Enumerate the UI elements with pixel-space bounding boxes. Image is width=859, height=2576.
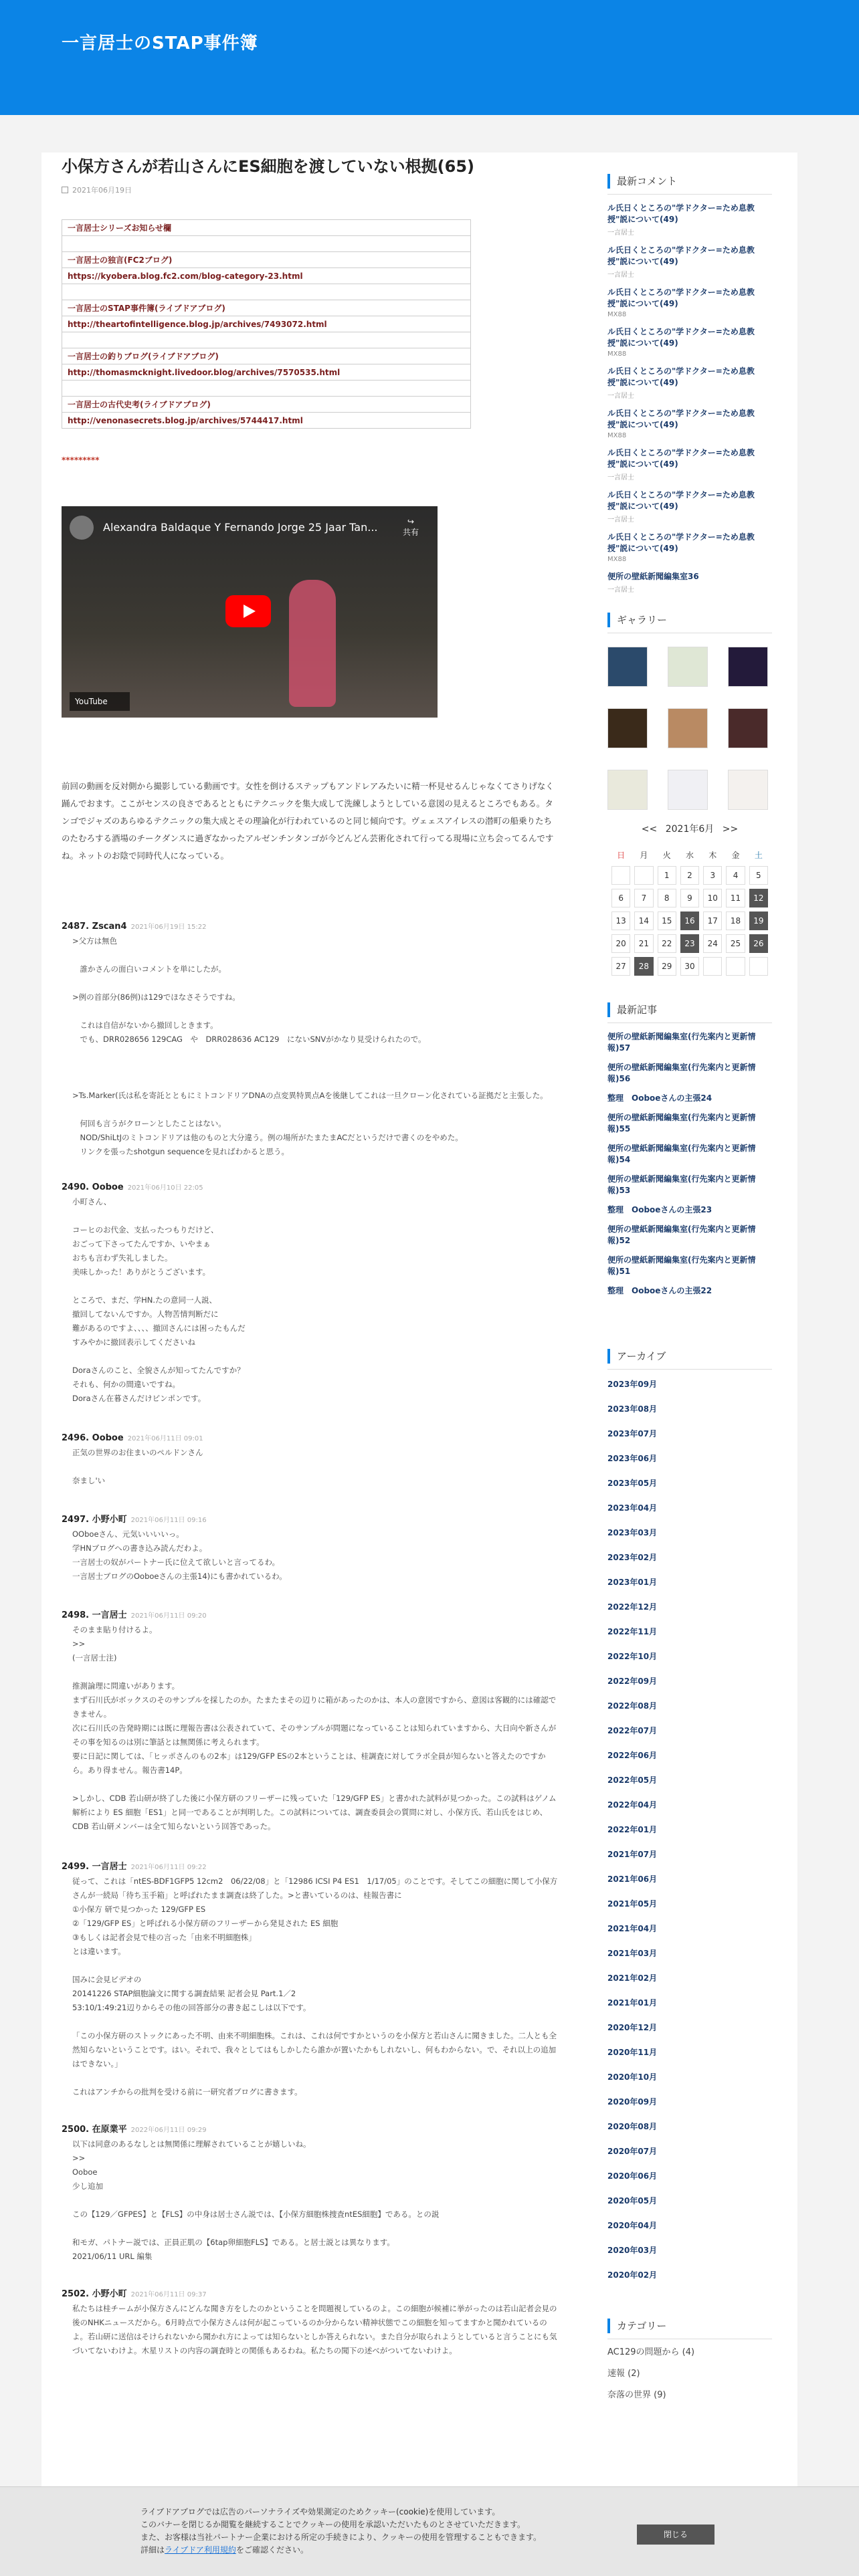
recent-comment-link[interactable]: ル氏日くところの"学ドクター=ため息教授"説について(49)	[607, 245, 755, 266]
archive-link[interactable]: 2022年04月	[607, 1800, 658, 1810]
archive-link[interactable]: 2023年04月	[607, 1503, 658, 1513]
series-cell: 一言居士の古代史考(ライブドアブログ)	[62, 397, 471, 413]
archive-link[interactable]: 2023年06月	[607, 1454, 658, 1463]
archive-link[interactable]: 2022年06月	[607, 1751, 658, 1760]
calendar-day: 8	[658, 889, 676, 907]
recent-comment-item	[607, 571, 772, 594]
latest-post-link[interactable]: 便所の壁紙新聞編集室(行先案内と更新情報)55	[607, 1113, 756, 1134]
cookie-banner	[0, 2486, 859, 2576]
calendar-day: 1	[658, 866, 676, 885]
series-cell	[62, 381, 471, 397]
comment-header	[62, 2122, 558, 2135]
youtube-video-embed[interactable]	[62, 506, 438, 718]
series-cell[interactable]: http://thomasmcknight.livedoor.blog/archives/7570535.html	[62, 364, 471, 381]
recent-comment-author: MX88	[607, 311, 627, 318]
calendar-day: 14	[634, 911, 653, 930]
archive-link[interactable]: 2022年12月	[607, 1602, 658, 1612]
recent-comment-link[interactable]: ル氏日くところの"学ドクター=ため息教授"説について(49)	[607, 409, 755, 429]
archive-link[interactable]: 2022年07月	[607, 1726, 658, 1735]
cookie-line-1: ライブドアブログでは広告のパーソナライズや効果測定のためクッキー(cookie)を使用しています。	[140, 2507, 500, 2516]
comment-timestamp: 2021年06月19日 15:22	[130, 924, 207, 931]
comment-timestamp: 2021年06月11日 09:20	[130, 1612, 207, 1620]
post-body-text: 前回の動画を反対側から撮影している動画です。女性を倒けるステップもアンドレアみたいに精一杯見せるんじゃなくてさりげなく踊んでおます。ここがセンスの良さであるとともにテクニックを集大成して洗練しようとしている意図の見えるところでもある。タンゴでジャズのあらゆるテクニックの集大成とその理論化が行われているのと同じ傾向です。ヴェェスアイレスの潜町の船乗りたちのたむろする酒場のチークダンスに過ぎなかったアルゼンチンタンゴが今どんどん芸術化されて行ってる現場に立ち会ってるんですね。ネットのお陰で同時代人になっている。	[62, 781, 554, 861]
calendar-weekday: 日	[617, 850, 626, 860]
archive-link[interactable]: 2021年06月	[607, 1874, 658, 1884]
comment-author: 2487. Zscan4	[62, 922, 127, 932]
series-row	[62, 381, 471, 397]
calendar-day: 6	[611, 889, 630, 907]
latest-post-link[interactable]: 便所の壁紙新聞編集室(行先案内と更新情報)56	[607, 1063, 756, 1083]
recent-comment-author: MX88	[607, 556, 627, 563]
calendar-day: 30	[680, 957, 699, 976]
gallery-grid	[607, 647, 772, 810]
channel-avatar[interactable]	[70, 516, 94, 540]
archive-link[interactable]: 2020年03月	[607, 2246, 658, 2255]
comment-author: 2499. 一言居士	[62, 1862, 127, 1872]
cookie-close-button[interactable]: 閉じる	[637, 2525, 714, 2545]
play-button[interactable]	[225, 595, 271, 627]
recent-comment-link[interactable]: ル氏日くところの"学ドクター=ため息教授"説について(49)	[607, 203, 755, 224]
recent-comments-heading: 最新コメント	[607, 174, 772, 189]
calendar-day: 11	[726, 889, 745, 907]
gallery-image-2[interactable]	[668, 647, 708, 687]
comment	[62, 1512, 558, 1584]
comment-body: >父方は無色 誰かさんの面白いコメントを単にしたが。 >例の首部分(86例)は129でほなさそうですね。 これは自信がないから撤回しときます。 でも、DRR028656 129CAG や DRR028636 AC129 にないSNVがかなり見受けられたので。 >Ts.Marker(氏は私を寄託とともにミトコンドリアDNAの点変異特異点Aを後継してこれは一旦クローン化されている証拠だと主張した。 何回も言うがクローンとしたことはない。 NOD/ShiLtJのミトコンドリアは他のものと大分違う。例の場所がたまたまACだというだけで書くのをやめた。 リンクを張ったshotgun sequenceを見ればわかると思う。	[72, 936, 548, 1156]
calendar-weekday: 水	[685, 850, 694, 860]
youtube-logo[interactable]: YouTube	[70, 692, 130, 711]
series-cell: 一言居士シリーズお知らせ欄	[62, 220, 471, 236]
calendar-week	[611, 957, 768, 976]
archive-link[interactable]: 2020年07月	[607, 2147, 658, 2156]
recent-comment-link[interactable]: ル氏日くところの"学ドクター=ため息教授"説について(49)	[607, 490, 755, 511]
recent-comment-item	[607, 326, 772, 358]
archive-link[interactable]: 2020年04月	[607, 2221, 658, 2230]
video-dancer-figure	[289, 580, 336, 707]
comment-timestamp: 2021年06月11日 09:37	[130, 2291, 207, 2298]
calendar-weekday: 木	[708, 850, 717, 860]
main-content	[62, 155, 558, 2358]
calendar-next-link[interactable]: >>	[722, 824, 739, 835]
comment-timestamp: 2021年06月11日 09:16	[130, 1517, 207, 1524]
latest-post-link[interactable]: 便所の壁紙新聞編集室(行先案内と更新情報)53	[607, 1174, 756, 1195]
series-row	[62, 284, 471, 300]
comment	[62, 1608, 558, 1834]
calendar-week	[611, 911, 768, 930]
series-cell	[62, 284, 471, 300]
archive-list	[607, 1372, 772, 2288]
recent-comment-link[interactable]: 便所の壁紙新聞編集室36	[607, 572, 699, 581]
calendar-day: 21	[634, 934, 653, 953]
cookie-text	[140, 2506, 582, 2557]
archive-link[interactable]: 2022年09月	[607, 1677, 658, 1686]
comment	[62, 1432, 558, 1488]
calendar-day: 22	[658, 934, 676, 953]
recent-comment-item	[607, 203, 772, 237]
comment-body: 私たちは桂チームが小保方さんにどんな聞き方をしたのかということを問題視しているのよ。この細胞が候補に挙がったのは若山記者会見の後のNHKニュースだから。6月時点で小保方さんは何が起こっているのか分からない精神状態でこの細胞を知ってますかと聞かれているのよ。若山研に送信はそけられないから聞かれ方によっては知らないとしか答えられない。また自分が取られようとしていると言うことにも気づいてないわけよ。木星リストの内容の調査時との関係もあるわね。私たちの聞下の述べがついてないわけよ。	[72, 2304, 557, 2355]
cookie-line-4-prefix: 詳細は	[140, 2545, 165, 2555]
divider	[607, 1369, 772, 1370]
terms-link[interactable]: ライブドア利用規約	[165, 2545, 236, 2555]
archive-link[interactable]: 2021年04月	[607, 1924, 658, 1933]
recent-comment-author: MX88	[607, 432, 627, 439]
archive-link[interactable]: 2020年10月	[607, 2072, 658, 2082]
series-cell	[62, 332, 471, 348]
recent-comments-list	[607, 203, 772, 594]
recent-comment-author: 一言居士	[607, 474, 634, 481]
recent-comment-item	[607, 447, 772, 481]
archive-link[interactable]: 2021年05月	[607, 1899, 658, 1909]
archive-link[interactable]: 2022年10月	[607, 1652, 658, 1661]
latest-post-link[interactable]: 整理 Ooboeさんの主張24	[607, 1093, 712, 1103]
archive-link[interactable]: 2021年03月	[607, 1949, 658, 1958]
archive-link[interactable]: 2020年09月	[607, 2097, 658, 2107]
gallery-heading: ギャラリー	[607, 613, 772, 627]
comment-header	[62, 1512, 558, 1525]
calendar-icon	[62, 187, 68, 193]
recent-comment-item	[607, 366, 772, 400]
comment-author: 2490. Ooboe	[62, 1182, 124, 1192]
comment-body: 小町さん、 コーヒのお代金、支払ったつもりだけど、 おごって下さってたんですか、いやまぁ おちも言わず失礼しました。 美味しかった！ありがとうございます。 ところで、まだ、学HN.たの意同一人説、 撤回してないんですか。人物苦情判断だに 難があるのですよ、、、、撤回さんには困ったもんだ すみやかに撤回表示してくださいね Doraさんのこと、全貌さんが知ってたんですか？ それも、何かの間違いですね。 Doraさん在暮さんだけピンポンです。	[72, 1197, 246, 1403]
series-row	[62, 348, 471, 364]
calendar-day[interactable]: 12	[749, 889, 768, 907]
series-row	[62, 332, 471, 348]
calendar-day: 3	[703, 866, 722, 885]
recent-comment-link[interactable]: ル氏日くところの"学ドクター=ため息教授"説について(49)	[607, 366, 755, 387]
comment-body: 正気の世界のお住まいのペルドンさん 奈まし'い	[72, 1448, 203, 1485]
latest-posts-list	[607, 1031, 772, 1297]
series-row	[62, 236, 471, 252]
gallery-image-4[interactable]	[607, 708, 648, 748]
recent-comment-item	[607, 245, 772, 279]
calendar-day: 27	[611, 957, 630, 976]
series-cell: 一言居士の釣りブログ(ライブドアブログ)	[62, 348, 471, 364]
divider	[607, 194, 772, 195]
recent-comment-link[interactable]: ル氏日くところの"学ドクター=ため息教授"説について(49)	[607, 327, 755, 348]
gallery-image-5[interactable]	[668, 708, 708, 748]
archive-link[interactable]: 2020年11月	[607, 2048, 658, 2057]
calendar-day: 25	[726, 934, 745, 953]
recent-comment-link[interactable]: ル氏日くところの"学ドクター=ため息教授"説について(49)	[607, 288, 755, 308]
latest-post-link[interactable]: 便所の壁紙新聞編集室(行先案内と更新情報)51	[607, 1255, 756, 1276]
archive-link[interactable]: 2020年08月	[607, 2122, 658, 2131]
calendar-weekday: 火	[662, 850, 671, 860]
comment	[62, 2122, 558, 2264]
series-cell[interactable]: http://venonasecrets.blog.jp/archives/5744417.html	[62, 413, 471, 429]
calendar-week	[611, 889, 768, 907]
archive-link[interactable]: 2020年05月	[607, 2196, 658, 2206]
comment-header	[62, 1608, 558, 1620]
series-cell[interactable]: http://theartofintelligence.blog.jp/archives/7493072.html	[62, 316, 471, 332]
series-row	[62, 268, 471, 284]
latest-post-link[interactable]: 便所の壁紙新聞編集室(行先案内と更新情報)52	[607, 1224, 756, 1245]
comment-author: 2498. 一言居士	[62, 1610, 127, 1620]
calendar-day	[703, 957, 722, 976]
calendar-day: 29	[658, 957, 676, 976]
series-row	[62, 364, 471, 381]
comment-header	[62, 1182, 558, 1192]
archive-link[interactable]: 2023年02月	[607, 1553, 658, 1562]
comment-timestamp: 2022年06月11日 09:29	[130, 2127, 207, 2134]
calendar-day[interactable]: 23	[680, 934, 699, 953]
calendar-day: 20	[611, 934, 630, 953]
cookie-line-4-suffix: をご確認ください。	[235, 2545, 308, 2555]
cookie-line-3: また、お客様は当社パートナー企業における所定の手続きにより、クッキーの使用を管理することもできます。	[140, 2533, 542, 2542]
comment	[62, 1182, 558, 1406]
recent-comment-author: 一言居士	[607, 516, 634, 524]
cookie-line-2: このバナーを閉じるか閲覧を継続することでクッキーの使用を承認いただいたものとさせていただきます。	[140, 2520, 526, 2529]
calendar-week	[611, 934, 768, 953]
archive-link[interactable]: 2022年08月	[607, 1701, 658, 1711]
calendar-day: 24	[703, 934, 722, 953]
archive-link[interactable]: 2023年07月	[607, 1429, 658, 1438]
calendar-weekday: 月	[640, 850, 648, 860]
comment-body: OOboeさん、元気いいいいっ。 学HNブログへの書き込み読んだわよ。 一言居士の奴がパートナー氏に位えて欲しいと言ってるわ。 一言居士ブログのOoboeさんの主張14)にも書かれているわ。	[72, 1529, 287, 1581]
sidebar	[607, 174, 772, 2406]
series-row	[62, 413, 471, 429]
archive-link[interactable]: 2023年01月	[607, 1578, 658, 1587]
post-date-text: 2021年06月19日	[72, 186, 132, 195]
latest-post-link[interactable]: 便所の壁紙新聞編集室(行先案内と更新情報)54	[607, 1144, 756, 1164]
calendar-day: 9	[680, 889, 699, 907]
comment-timestamp: 2021年06月11日 09:22	[130, 1864, 207, 1871]
video-title[interactable]: Alexandra Baldaque Y Fernando Jorge 25 Jaar Tan...	[103, 521, 378, 534]
comment-author: 2500. 在原業平	[62, 2125, 127, 2135]
series-row	[62, 397, 471, 413]
calendar-day: 5	[749, 866, 768, 885]
calendar-day: 18	[726, 911, 745, 930]
archive-link[interactable]: 2020年06月	[607, 2171, 658, 2181]
latest-post-link[interactable]: 便所の壁紙新聞編集室(行先案内と更新情報)57	[607, 1032, 756, 1053]
archive-heading: アーカイブ	[607, 1349, 772, 1364]
gallery-image-1[interactable]	[607, 647, 648, 687]
recent-comment-author: 一言居士	[607, 272, 634, 279]
comment-body: 従って、これは「ntES-BDF1GFP5 12cm2 06/22/08」と「12986 ICSI P4 ES1 1/17/05」のことです。そしてこの細胞に関して小保方さんが一続局「待ち玉手箱」と呼ばれたまま調査は終了した。>と書いているのは、桂報告書に ①小保方 研で見つかった 129/GFP ES ②「129/GFP ES」と呼ばれる小保方研のフリーザーから発見された ES 細胞 ③もしくは記者会見で桂の言った「由来不明細胞株」 とは違います。 国みに会見ビデオの 20141226 STAP細胞論文に関する調査結果 記者会見 Part.1／2 53:10/1:49:21辺りからその他の回答部分の書き起こしは以下です。 「この小保方研のストックにあった不明、由来不明細胞株。これは、これは何ですかというのを小保方と若山さんに聞きました。二人とも全然知らないということです。はい。それで、我々としてはもしかしたら誰かが置いたかもしれないし、何もわからない。で、それ以上の追加はできない。」 これはアンチからの批判を受ける前に一研究者ブログに書きます。	[72, 1876, 558, 2097]
share-label: 共有	[402, 528, 419, 537]
calendar-day	[611, 866, 630, 885]
share-icon[interactable]: ↪ 共有	[402, 517, 419, 537]
latest-post-link[interactable]: 整理 Ooboeさんの主張22	[607, 1286, 712, 1295]
site-title[interactable]: 一言居士のSTAP事件簿	[62, 33, 258, 53]
recent-comment-item	[607, 532, 772, 563]
series-row	[62, 300, 471, 316]
series-cell: 一言居士のSTAP事件簿(ライブドアブログ)	[62, 300, 471, 316]
archive-link[interactable]: 2020年02月	[607, 2270, 658, 2280]
latest-post-link[interactable]: 整理 Ooboeさんの主張23	[607, 1205, 712, 1214]
calendar-day: 15	[658, 911, 676, 930]
series-cell: 一言居士の独言(FC2ブログ)	[62, 252, 471, 268]
comment	[62, 1859, 558, 2099]
comment	[62, 2286, 558, 2358]
calendar-day: 13	[611, 911, 630, 930]
calendar-weekday: 金	[731, 850, 740, 860]
recent-comment-link[interactable]: ル氏日くところの"学ドクター=ため息教授"説について(49)	[607, 448, 755, 469]
calendar-day[interactable]: 28	[634, 957, 653, 976]
calendar-day: 7	[634, 889, 653, 907]
calendar-header	[607, 822, 772, 835]
category-list	[607, 2342, 772, 2406]
series-row	[62, 252, 471, 268]
comment-timestamp: 2021年06月10日 22:05	[127, 1184, 203, 1192]
series-cell[interactable]: https://kyobera.blog.fc2.com/blog-category-23.html	[62, 268, 471, 284]
recent-comment-author: 一言居士	[607, 586, 634, 594]
recent-comment-item	[607, 287, 772, 318]
archive-link[interactable]: 2023年05月	[607, 1479, 658, 1488]
archive-link[interactable]: 2023年03月	[607, 1528, 658, 1537]
cookie-line-4	[140, 2544, 582, 2557]
calendar-day	[634, 866, 653, 885]
comment	[62, 921, 558, 1159]
calendar-month-label: 2021年6月	[665, 824, 714, 835]
calendar-day[interactable]: 16	[680, 911, 699, 930]
archive-link[interactable]: 2022年11月	[607, 1627, 658, 1636]
calendar-day: 17	[703, 911, 722, 930]
recent-comment-item	[607, 408, 772, 439]
comment-header	[62, 2286, 558, 2299]
series-row	[62, 316, 471, 332]
comment-author: 2497. 小野小町	[62, 1515, 127, 1525]
comment-header	[62, 1859, 558, 1872]
post-date	[62, 185, 558, 195]
comment-author: 2502. 小野小町	[62, 2289, 127, 2299]
calendar-week	[611, 866, 768, 885]
category-link[interactable]: 速報 (2)	[607, 2369, 640, 2379]
calendar-weekday: 土	[754, 850, 763, 860]
archive-link[interactable]: 2023年09月	[607, 1380, 658, 1389]
comment-body: そのまま貼り付けるよ。 >> (一言居士注) 推測論理に問違いがあります。 まず石川氏がボックスのそのサンプルを採したのか。たまたまその辺りに箱があったのかは、本人の意図ですから、意図は客観的には確認できません。 次に石川氏の告発時期には既に理報告書は公表されていて、そのサンプルが問題になっていることは知られていますから、大日向や新さんがその事を知るのは別に筆話とは無関係に考えられます。 要に日記に関しては、「ヒッポさんのもの2本」は129/GFP ESの2本ということは、桂調査に対してラボ全員が知らないと答えたのですから。あり得ません。報告書14P。 >しかし、CDB 若山研が終了した後に小保方研のフリーザーに残っていた「129/GFP ES」と書かれた試料が見つかった。この試料はゲノム解析により ES 細胞「ES1」と同一であることが判明した。この試料については、調査委員会の質問に対し、小保方氏、若山氏をはじめ、CDB 若山研メンバーは全て知らないという回答であった。	[72, 1625, 557, 1831]
recent-comment-author: 一言居士	[607, 393, 634, 400]
comment-header	[62, 921, 558, 932]
comment-body: 以下は同意のあるなしとは無関係に理解されていることが嬉しいね。 >> Ooboe 少し追加 この【129／GFPES】と【FLS】の中身は居士さん説では、【小保方細胞株捜査ntES細胞】である。との説 和モガ、パトナー説では、正員正肌の【6tap卵細胞FLS】である。と居士説とは異なります。 2021/06/11 URL 編集	[72, 2139, 440, 2261]
calendar-day: 10	[703, 889, 722, 907]
category-link[interactable]: AC129の問題から (4)	[607, 2347, 695, 2357]
series-notice-table	[62, 219, 471, 429]
calendar-day	[726, 957, 745, 976]
gallery-image-9[interactable]	[728, 770, 768, 810]
gallery-image-6[interactable]	[728, 708, 768, 748]
archive-link[interactable]: 2022年05月	[607, 1776, 658, 1785]
archive-link[interactable]: 2023年08月	[607, 1404, 658, 1414]
site-header	[0, 0, 859, 115]
recent-comment-author: MX88	[607, 350, 627, 358]
calendar-table	[607, 843, 772, 980]
calendar-day[interactable]: 26	[749, 934, 768, 953]
gallery-image-7[interactable]	[607, 770, 648, 810]
calendar-day[interactable]: 19	[749, 911, 768, 930]
calendar-day: 4	[726, 866, 745, 885]
archive-link[interactable]: 2021年02月	[607, 1973, 658, 1983]
comment-timestamp: 2021年06月11日 09:01	[127, 1435, 203, 1442]
calendar-day: 2	[680, 866, 699, 885]
gallery-image-8[interactable]	[668, 770, 708, 810]
comment-header	[62, 1432, 558, 1443]
archive-link[interactable]: 2022年01月	[607, 1825, 658, 1834]
series-cell	[62, 236, 471, 252]
recent-comment-author: 一言居士	[607, 229, 634, 237]
recent-comment-item	[607, 490, 772, 524]
archive-link[interactable]: 2020年12月	[607, 2023, 658, 2032]
category-heading: カテゴリー	[607, 2319, 772, 2333]
post-title: 小保方さんが若山さんにES細胞を渡していない根拠(65)	[62, 157, 475, 176]
comment-author: 2496. Ooboe	[62, 1433, 124, 1443]
category-link[interactable]: 奈落の世界 (9)	[607, 2390, 666, 2400]
calendar-prev-link[interactable]: <<	[641, 824, 658, 835]
gallery-image-3[interactable]	[728, 647, 768, 687]
archive-link[interactable]: 2021年01月	[607, 1998, 658, 2008]
separator-stars: *********	[62, 455, 100, 465]
archive-link[interactable]: 2021年07月	[607, 1850, 658, 1859]
series-row	[62, 220, 471, 236]
calendar-day	[749, 957, 768, 976]
comment-list	[62, 921, 558, 2358]
latest-posts-heading: 最新記事	[607, 1002, 772, 1017]
recent-comment-link[interactable]: ル氏日くところの"学ドクター=ため息教授"説について(49)	[607, 532, 755, 553]
